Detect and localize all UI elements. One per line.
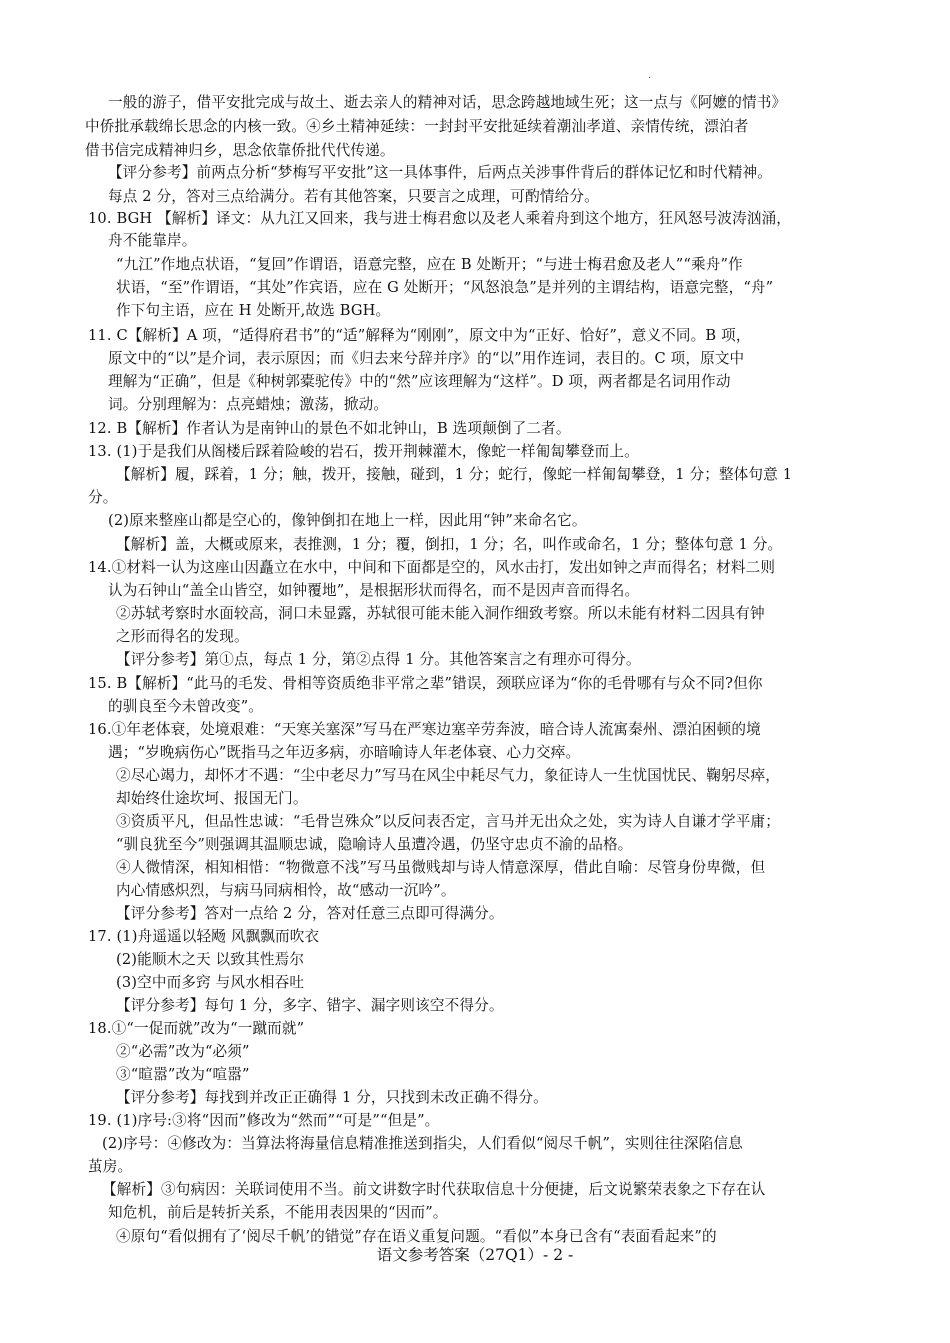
- text-line: 【解析】盖，大概或原来，表推测，1 分；覆，倒扣，1 分；名，叫作或命名，1 分；整体句意 1 分。: [116, 536, 783, 553]
- text-line: 理解为“正确”，但是《种树郭橐驼传》中的“然”应该理解为“这样”。D 项，两者都是名词用作动: [108, 373, 731, 390]
- text-line: 【解析】③句病因：关联词使用不当。前文讲数字时代获取信息十分便捷，后文说繁荣表象之下存在认: [102, 1181, 766, 1198]
- text-line: 茧房。: [88, 1158, 133, 1175]
- text-line: ③“暄嚣”改为“喧嚣”: [116, 1066, 250, 1083]
- text-line: 【评分参考】答对一点给 2 分，答对任意三点即可得满分。: [116, 905, 504, 922]
- text-line: 舟不能靠岸。: [108, 232, 197, 249]
- text-line: 知危机，前后是转折关系，不能用表因果的“因而”。: [108, 1204, 448, 1221]
- text-line: 分。: [88, 489, 118, 506]
- text-line: (3)空中而多窍 与风水相吞吐: [116, 974, 305, 991]
- text-line: 13. (1)于是我们从阁楼后踩着险峻的岩石，拨开荆棘灌木，像蛇一样匍匐攀登而上。: [88, 443, 639, 460]
- text-line: 内心情感炽烈，与病马同病相怜，故“感动一沉吟”。: [116, 882, 456, 899]
- text-line: ②尽心竭力，却怀才不遇：“尘中老尽力”写马在风尘中耗尽气力，象征诗人一生忧国忧民、鞠躬尽瘁，: [116, 767, 780, 784]
- text-line: 中侨批承载绵长思念的内核一致。④乡土精神延续：一封封平安批延续着潮汕孝道、亲情传统，漂泊者: [85, 118, 749, 135]
- text-line: 【评分参考】每句 1 分，多字、错字、漏字则该空不得分。: [116, 997, 504, 1014]
- text-line: 10. BGH 【解析】译文：从九江又回来，我与进士梅君愈以及老人乘着舟到这个地方，狂风怒号波涛汹涌，: [88, 210, 792, 227]
- text-line: (2)能顺木之天 以致其性焉尔: [116, 951, 305, 968]
- text-line: 认为石钟山“盖全山皆空，如钟覆地”，是根据形状而得名，而不是因声音而得名。: [108, 582, 640, 599]
- text-line: 16.①年老体衰，处境艰难：“天寒关塞深”写马在严寒边塞辛劳奔波，暗合诗人流寓秦州、漂泊困顿的境: [88, 721, 761, 738]
- text-line: ②“必需”改为“必须”: [116, 1043, 250, 1060]
- text-line: (2)序号：④修改为：当算法将海量信息精准推送到指尖，人们看似“阅尽千帆”，实则往往深陷信息: [102, 1135, 743, 1152]
- text-line: 每点 2 分，答对三点给满分。若有其他答案，只要言之成理，可酌情给分。: [108, 188, 599, 205]
- text-line: 作下句主语，应在 H 处断开,故选 BGH。: [116, 302, 391, 319]
- text-line: 【评分参考】每找到并改正正确得 1 分，只找到未改正确不得分。: [116, 1089, 548, 1106]
- text-line: 【评分参考】前两点分析“梦梅写平安批”这一具体事件，后两点关涉事件背后的群体记忆和时代精神。: [108, 164, 772, 181]
- text-line: 19. (1)序号:③将“因而”修改为“然而”“可是”“但是”。: [88, 1112, 440, 1129]
- text-line: ②苏轼考察时水面较高，洞口未显露，苏轼很可能未能入洞作细致考察。所以未能有材料二因具有钟: [116, 605, 765, 622]
- page-footer: 语文参考答案（27Q1）- 2 -: [376, 1246, 574, 1264]
- text-line: 18.①“一促而就”改为“一蹴而就”: [88, 1020, 305, 1037]
- text-line: 状语，“至”作谓语，“其处”作宾语，应在 G 处断开；“风怒浪急”是并列的主谓结构，语意完整，“舟”: [116, 279, 774, 296]
- text-line: 12. B【解析】作者认为是南钟山的景色不如北钟山，B 选项颠倒了二者。: [88, 420, 571, 437]
- text-line: 之形而得名的发现。: [116, 628, 249, 645]
- text-line: ④人微情深，相知相惜：“物微意不浅”写马虽微贱却与诗人情意深厚，借此自喻：尽管身份卑微，但: [116, 859, 766, 876]
- text-line: 借书信完成精神归乡，思念依靠侨批代代传递。: [85, 142, 395, 159]
- text-line: 却始终仕途坎坷、报国无门。: [116, 790, 308, 807]
- text-line: 17. (1)舟遥遥以轻飏 风飘飘而吹衣: [88, 928, 320, 945]
- text-line: ③资质平凡，但品性忠诚：“毛骨岂殊众”以反问表否定，言马并无出众之处，实为诗人自谦才学平庸；: [116, 813, 780, 830]
- text-line: “驯良犹至今”则强调其温顺忠诚，隐喻诗人虽遭冷遇，仍坚守忠贞不渝的品格。: [116, 836, 633, 853]
- text-line: 一般的游子，借平安批完成与故土、逝去亲人的精神对话，思念跨越地域生死；这一点与《阿嬷的情书》: [108, 94, 787, 111]
- page-marker-dot: .: [648, 70, 652, 81]
- text-line: ④原句“看似拥有了‘阅尽千帆’的错觉”存在语义重复问题。“看似”本身已含有“表面看起来”的: [116, 1228, 717, 1245]
- text-line: 原文中的“以”是介词，表示原因；而《归去来兮辞并序》的“以”用作连词，表目的。C 项，原文中: [108, 350, 745, 367]
- text-line: “九江”作地点状语，“复回”作谓语，语意完整，应在 B 处断开；“与进士梅君愈及老人”“乘舟”作: [116, 256, 743, 273]
- text-line: 遇；“岁晚病伤心”既指马之年迈多病，亦暗喻诗人年老体衰、心力交瘁。: [108, 744, 581, 761]
- text-line: (2)原来整座山都是空心的，像钟倒扣在地上一样，因此用“钟”来命名它。: [108, 512, 587, 529]
- text-line: 15. B【解析】“此马的毛发、骨相等资质绝非平常之辈”错误，颈联应译为“你的毛骨哪有与众不同?但你: [88, 675, 763, 692]
- text-line: 14.①材料一认为这座山因矗立在水中，中间和下面都是空的，风水击打，发出如钟之声而得名；材料二则: [88, 559, 776, 576]
- text-line: 11. C【解析】A 项，“适得府君书”的“适”解释为“刚刚”，原文中为“正好、恰好”，意义不同。B 项，: [88, 327, 751, 344]
- text-line: 【解析】履，踩着，1 分；触，拨开，接触，碰到，1 分；蛇行，像蛇一样匍匐攀登，1 分；整体句意 1: [116, 466, 793, 483]
- text-line: 的驯良至今未曾改变”。: [108, 698, 264, 715]
- text-line: 词。分别理解为：点亮蜡烛；激荡，掀动。: [108, 396, 389, 413]
- text-line: 【评分参考】第①点，每点 1 分，第②点得 1 分。其他答案言之有理亦可得分。: [116, 651, 641, 668]
